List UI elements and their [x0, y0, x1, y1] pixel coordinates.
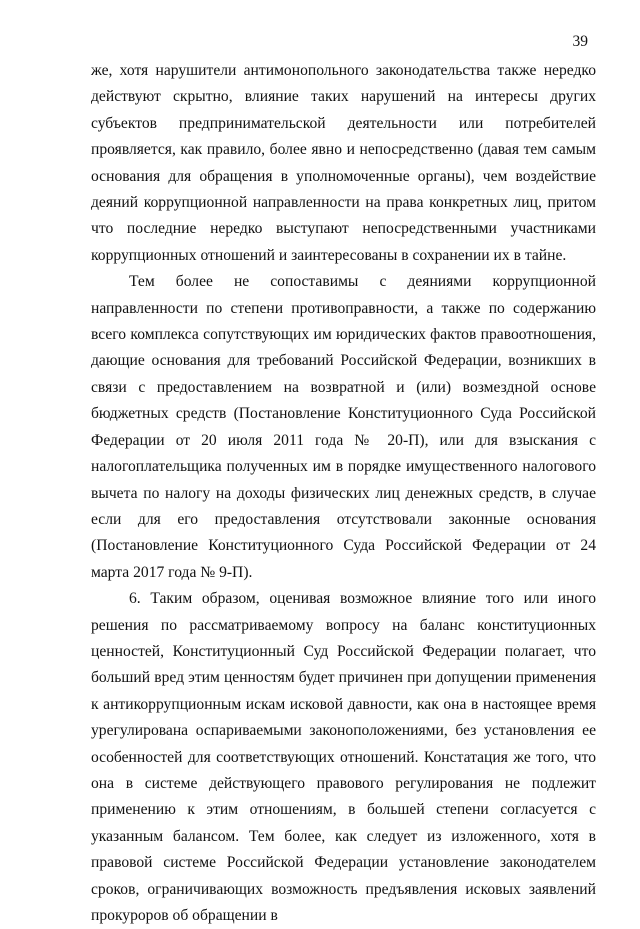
- page-number: 39: [572, 33, 588, 50]
- document-body: [91, 58, 596, 929]
- paragraph-continuation: же, хотя нарушители антимонопольного законодательства также нередко действуют скрытно, влияние таких нарушений на интересы других субъектов предпринимательской деятельности или потребителей проявляется, как правило, более явно и непосредственно (давая тем самым основания для обращения в уполномоченные органы), чем воздействие деяний коррупционной направленности на права конкретных лиц, притом что последние нередко выступают непосредственными участниками коррупционных отношений и заинтересованы в сохранении их в тайне.: [91, 62, 596, 264]
- paragraph-section-6: 6. Таким образом, оценивая возможное влияние того или иного решения по рассматриваемому вопросу на баланс конституционных ценностей, Конституционный Суд Российской Федерации полагает, что больший вред этим ценностям будет причинен при допущении применения к антикоррупционным искам исковой давности, как она в настоящее время урегулирована оспариваемыми законоположениями, без установления ее особенностей для соответствующих отношений. Констатация же того, что она в системе действующего правового регулирования не подлежит применению к этим отношениям, в большей степени согласуется с указанным балансом. Тем более, как следует из изложенного, хотя в правовой системе Российской Федерации установление законодателем сроков, ограничивающих возможность предъявления исковых заявлений прокуроров об обращении в: [91, 590, 596, 924]
- paragraph-comparison: Тем более не сопоставимы с деяниями коррупционной направленности по степени противоправности, а также по содержанию всего комплекса сопутствующих им юридических фактов правоотношения, дающие основания для требований Российской Федерации, возникших в связи с предоставлением на возвратной и (или) возмездной основе бюджетных средств (Постановление Конституционного Суда Российской Федерации от 20 июля 2011 года № 20-П), или для взыскания с налогоплательщика полученных им в порядке имущественного налогового вычета по налогу на доходы физических лиц денежных средств, в случае если для его предоставления отсутствовали законные основания (Постановление Конституционного Суда Российской Федерации от 24 марта 2017 года № 9-П).: [91, 273, 596, 581]
